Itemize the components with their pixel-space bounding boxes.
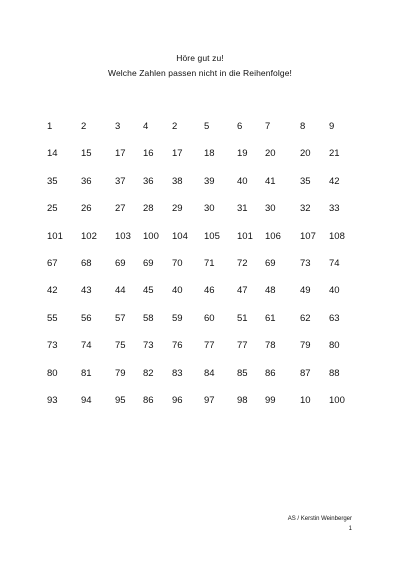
number-cell: 67	[47, 257, 58, 269]
number-cell: 59	[172, 312, 183, 324]
number-cell: 14	[47, 148, 58, 160]
number-cell: 2	[172, 121, 178, 132]
number-cell: 46	[204, 285, 215, 297]
number-cell: 62	[300, 312, 311, 324]
number-cell: 37	[115, 175, 126, 187]
number-cell: 96	[172, 394, 183, 406]
number-cell: 94	[81, 394, 92, 406]
number-row	[47, 368, 377, 395]
number-cell: 45	[143, 285, 154, 297]
number-cell: 106	[265, 230, 281, 242]
number-cell: 103	[115, 230, 131, 242]
worksheet-title: Höre gut zu!	[176, 53, 224, 63]
number-cell: 75	[115, 340, 126, 352]
page-number: 1	[348, 526, 352, 532]
number-cell: 93	[47, 394, 58, 406]
number-cell: 100	[329, 394, 345, 406]
number-cell: 3	[115, 121, 121, 132]
number-cell: 72	[237, 257, 248, 269]
number-cell: 74	[81, 340, 92, 352]
number-cell: 80	[329, 340, 340, 352]
number-cell: 26	[81, 203, 92, 215]
number-cell: 79	[300, 340, 311, 352]
number-cell: 10	[300, 394, 311, 406]
number-cell: 40	[237, 175, 248, 187]
number-cell: 61	[265, 312, 276, 324]
number-cell: 77	[204, 340, 215, 352]
number-row	[47, 203, 377, 230]
number-cell: 35	[300, 175, 311, 187]
number-cell: 100	[143, 230, 159, 242]
number-cell: 102	[81, 230, 97, 242]
number-cell: 95	[115, 394, 126, 406]
number-cell: 47	[237, 285, 248, 297]
number-cell: 9	[329, 121, 335, 132]
number-cell: 71	[204, 257, 215, 269]
number-cell: 85	[237, 367, 248, 379]
number-cell: 86	[265, 367, 276, 379]
number-cell: 55	[47, 312, 58, 324]
number-cell: 69	[143, 257, 154, 269]
number-cell: 1	[47, 121, 53, 132]
number-cell: 2	[81, 121, 87, 132]
number-cell: 80	[47, 367, 58, 379]
number-cell: 58	[143, 312, 154, 324]
number-cell: 76	[172, 340, 183, 352]
number-cell: 101	[237, 230, 253, 242]
number-cell: 16	[143, 148, 154, 160]
number-cell: 32	[300, 203, 311, 215]
number-cell: 18	[204, 148, 215, 160]
number-cell: 87	[300, 367, 311, 379]
number-cell: 88	[329, 367, 340, 379]
number-cell: 73	[143, 340, 154, 352]
number-cell: 69	[115, 257, 126, 269]
number-cell: 41	[265, 175, 276, 187]
number-cell: 30	[204, 203, 215, 215]
number-cell: 101	[47, 230, 63, 242]
number-cell: 39	[204, 175, 215, 187]
number-cell: 25	[47, 203, 58, 215]
number-grid	[47, 121, 377, 422]
number-cell: 43	[81, 285, 92, 297]
number-cell: 35	[47, 175, 58, 187]
number-cell: 20	[265, 148, 276, 160]
number-cell: 69	[265, 257, 276, 269]
number-row	[47, 313, 377, 340]
number-cell: 33	[329, 203, 340, 215]
number-cell: 40	[329, 285, 340, 297]
number-cell: 15	[81, 148, 92, 160]
number-cell: 99	[265, 394, 276, 406]
number-cell: 17	[172, 148, 183, 160]
number-cell: 81	[81, 367, 92, 379]
number-row	[47, 395, 377, 422]
number-cell: 74	[329, 257, 340, 269]
number-cell: 56	[81, 312, 92, 324]
number-cell: 48	[265, 285, 276, 297]
number-cell: 73	[47, 340, 58, 352]
footer-author: AS / Kerstin Weinberger	[287, 516, 352, 522]
number-cell: 84	[204, 367, 215, 379]
number-cell: 105	[204, 230, 220, 242]
number-cell: 97	[204, 394, 215, 406]
number-cell: 70	[172, 257, 183, 269]
number-cell: 86	[143, 394, 154, 406]
number-cell: 8	[300, 121, 306, 132]
number-cell: 38	[172, 175, 183, 187]
number-row	[47, 285, 377, 312]
number-cell: 49	[300, 285, 311, 297]
number-cell: 7	[265, 121, 271, 132]
number-cell: 4	[143, 121, 149, 132]
number-cell: 77	[237, 340, 248, 352]
number-row	[47, 176, 377, 203]
number-cell: 107	[300, 230, 316, 242]
number-cell: 42	[329, 175, 340, 187]
number-cell: 20	[300, 148, 311, 160]
number-cell: 63	[329, 312, 340, 324]
number-cell: 73	[300, 257, 311, 269]
number-cell: 27	[115, 203, 126, 215]
number-cell: 28	[143, 203, 154, 215]
number-row	[47, 258, 377, 285]
number-row	[47, 340, 377, 367]
number-cell: 68	[81, 257, 92, 269]
number-cell: 36	[143, 175, 154, 187]
number-row	[47, 121, 377, 148]
number-cell: 36	[81, 175, 92, 187]
number-row	[47, 148, 377, 175]
number-cell: 31	[237, 203, 248, 215]
number-row	[47, 231, 377, 258]
number-cell: 42	[47, 285, 58, 297]
number-cell: 82	[143, 367, 154, 379]
number-cell: 51	[237, 312, 248, 324]
number-cell: 29	[172, 203, 183, 215]
number-cell: 19	[237, 148, 248, 160]
number-cell: 6	[237, 121, 243, 132]
number-cell: 78	[265, 340, 276, 352]
number-cell: 44	[115, 285, 126, 297]
number-cell: 5	[204, 121, 210, 132]
worksheet-instruction: Welche Zahlen passen nicht in die Reihenfolge!	[107, 68, 292, 78]
number-cell: 57	[115, 312, 126, 324]
number-cell: 79	[115, 367, 126, 379]
number-cell: 17	[115, 148, 126, 160]
number-cell: 98	[237, 394, 248, 406]
number-cell: 40	[172, 285, 183, 297]
number-cell: 83	[172, 367, 183, 379]
number-cell: 104	[172, 230, 188, 242]
number-cell: 108	[329, 230, 345, 242]
number-cell: 60	[204, 312, 215, 324]
number-cell: 30	[265, 203, 276, 215]
number-cell: 21	[329, 148, 340, 160]
